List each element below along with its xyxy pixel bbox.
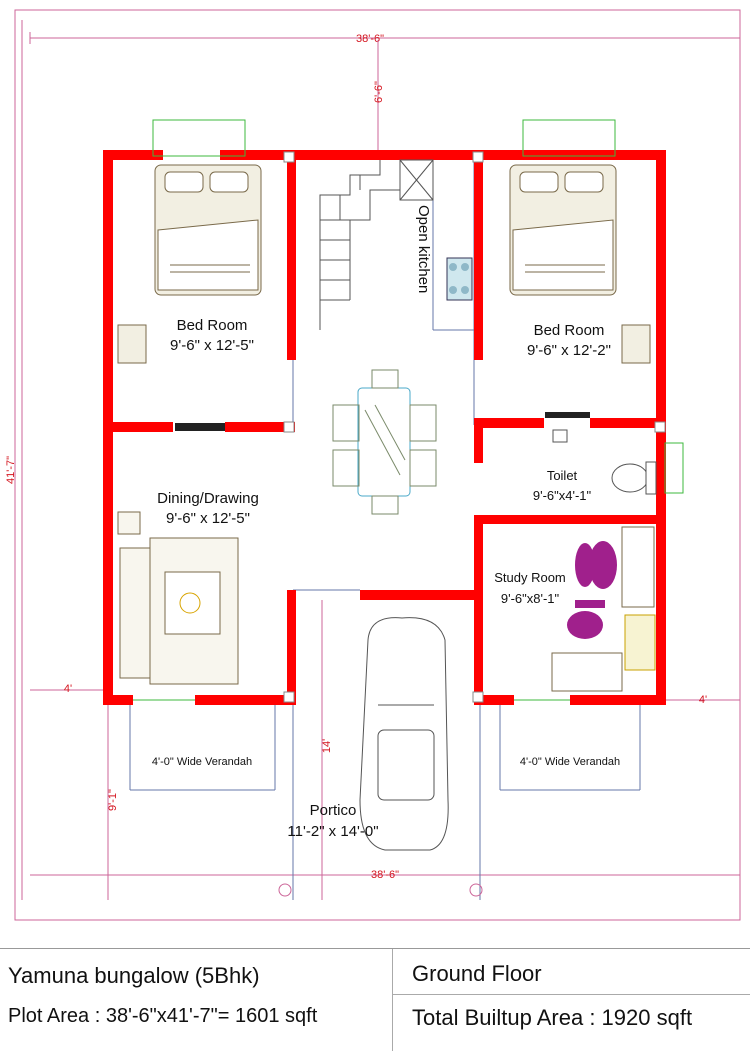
left-setback-dimension [30, 683, 105, 695]
right-setback-dimension [660, 694, 740, 706]
project-name: Yamuna bungalow (5Bhk) [8, 963, 260, 988]
title-divider-horizontal [392, 994, 750, 995]
front-setback-dimension [107, 700, 119, 900]
bed-right [510, 165, 616, 295]
toilet-fixtures [553, 430, 656, 494]
car [360, 618, 448, 850]
top-setback-dimension [373, 40, 385, 150]
portico-length-dimension [321, 600, 333, 900]
toilet-name: Toilet [546, 468, 578, 483]
verandah-left-label: 4'-0" Wide Verandah [151, 756, 253, 768]
bedroom-right-name: Bed Room [533, 322, 605, 339]
title-block [0, 948, 750, 1051]
living-furniture [118, 512, 238, 684]
bed-left [155, 165, 261, 295]
study-name: Study Room [494, 570, 566, 585]
portico-length-label: 14' [321, 738, 333, 754]
left-dimension [5, 20, 22, 900]
right-setback-label: 4' [698, 694, 708, 706]
builtup-area: Total Builtup Area : 1920 sqft [412, 1005, 693, 1030]
gate-posts [279, 884, 482, 896]
dining-size: 9'-6" x 12'-5" [166, 510, 250, 527]
open-kitchen-label: Open kitchen [415, 205, 432, 294]
floor-name: Ground Floor [412, 961, 542, 986]
bedroom-left-name: Bed Room [176, 317, 248, 334]
bedroom-left-size: 9'-6" x 12'-5" [170, 337, 254, 354]
study-furniture [552, 527, 655, 691]
dining-table [333, 370, 436, 514]
portico-size: 11'-2" x 14'-0" [287, 823, 379, 840]
bottom-width-label: 38'-6" [370, 869, 400, 881]
left-height-label: 41'-7" [5, 455, 17, 485]
portico-name: Portico [309, 802, 357, 819]
study-size: 9'-6"x8'-1" [500, 591, 560, 606]
stove [447, 258, 472, 300]
dining-name: Dining/Drawing [157, 490, 259, 507]
bedroom-right-size: 9'-6" x 12'-2" [527, 342, 611, 359]
title-divider-vertical [392, 949, 393, 1051]
plot-area: Plot Area : 38'-6"x41'-7"= 1601 sqft [8, 1005, 318, 1027]
bottom-dimension [30, 869, 740, 881]
verandah-right-label: 4'-0" Wide Verandah [519, 756, 621, 768]
top-dimension [30, 32, 740, 45]
left-setback-label: 4' [63, 683, 73, 695]
top-width-label: 38'-6" [355, 33, 385, 45]
toilet-size: 9'-6"x4'-1" [532, 488, 592, 503]
front-setback-label: 9'-1" [107, 789, 119, 811]
top-setback-label: 6'-6" [373, 81, 385, 103]
